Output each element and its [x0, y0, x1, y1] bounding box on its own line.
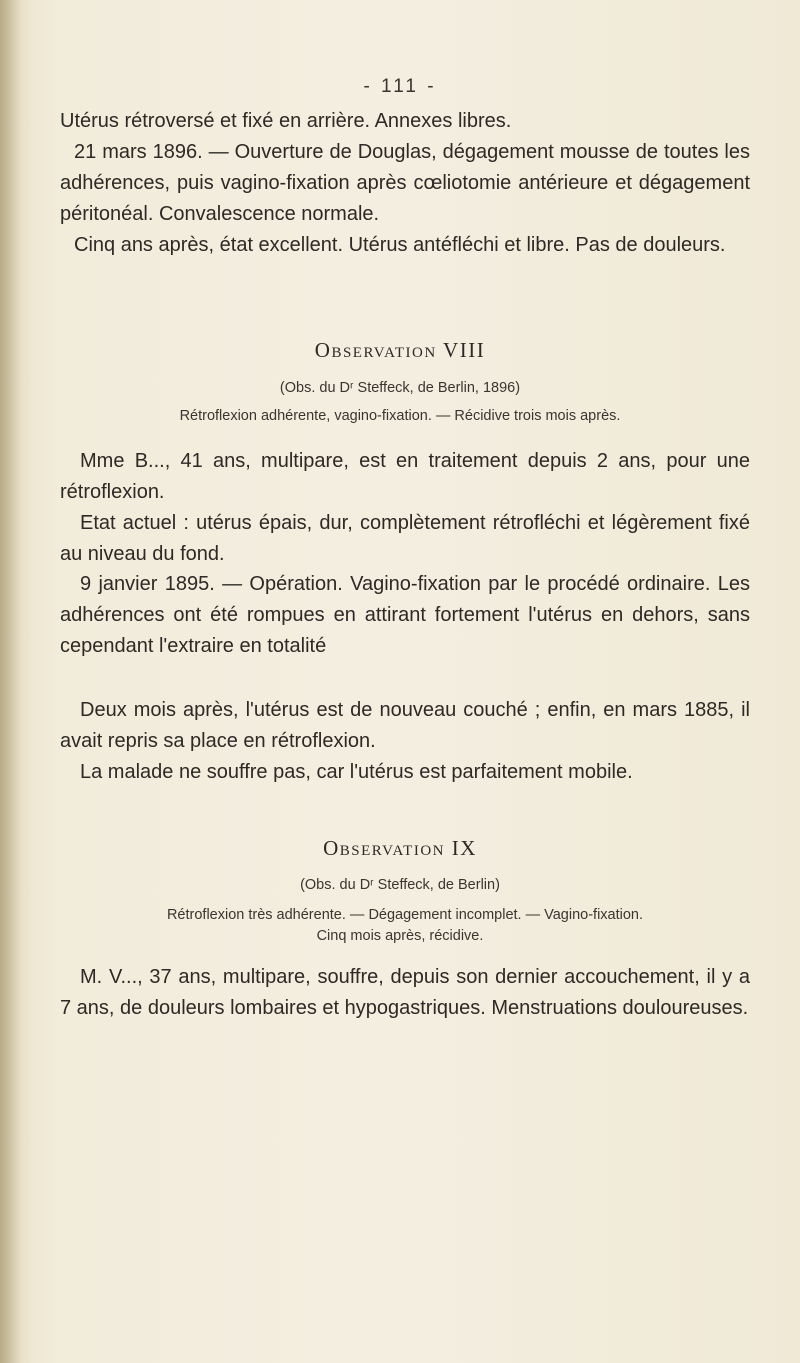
paragraph-uterus-status: Utérus rétroversé et fixé en arrière. Annexes libres.: [60, 110, 512, 132]
binding-shadow: [0, 0, 22, 1363]
observation-9-heading: Observation IX: [323, 836, 477, 860]
observation-8-source: (Obs. du Dʳ Steffeck, de Berlin, 1896): [279, 380, 521, 396]
page-number: - 111 -: [363, 76, 437, 97]
observation-8-state: Etat actuel : utérus épais, dur, complètement rétrofléchi et légèrement fixé au niveau du fond.: [60, 512, 750, 565]
observation-9-summary-line2: Cinq mois après, récidive.: [316, 928, 484, 944]
observation-9-patient: M. V..., 37 ans, multipare, souffre, depuis son dernier accouchement, il y a 7 ans, de douleurs lombaires et hypogastriques. Menstruations douloureuses.: [60, 966, 750, 1019]
observation-8-patient: Mme B..., 41 ans, multipare, est en traitement depuis 2 ans, pour une rétroflexion.: [60, 450, 750, 503]
observation-8-summary: Rétroflexion adhérente, vagino-fixation. — Récidive trois mois après.: [179, 408, 621, 424]
paragraph-operation-1896: 21 mars 1896. — Ouverture de Douglas, dégagement mousse de toutes les adhérences, puis vagino-fixation après cœliotomie antérieure et dégagement péritonéal. Convalescence normale.: [60, 141, 750, 225]
observation-8-relapse: Deux mois après, l'utérus est de nouveau couché ; enfin, en mars 1885, il avait repris sa place en rétroflexion.: [60, 699, 750, 752]
observation-8-operation: 9 janvier 1895. — Opération. Vagino-fixation par le procédé ordinaire. Les adhérences ont été rompues en attirant fortement l'utérus en dehors, sans cependant l'extraire en totalité: [60, 573, 750, 657]
observation-8-heading: Observation VIII: [314, 338, 486, 362]
observation-9-source: (Obs. du Dʳ Steffeck, de Berlin): [300, 877, 500, 893]
observation-8-conclusion: La malade ne souffre pas, car l'utérus est parfaitement mobile.: [80, 761, 633, 783]
observation-9-summary-line1: Rétroflexion très adhérente. — Dégagement incomplet. — Vagino-fixation.: [166, 907, 644, 923]
paragraph-five-years-later: Cinq ans après, état excellent. Utérus antéfléchi et libre. Pas de douleurs.: [74, 234, 726, 256]
